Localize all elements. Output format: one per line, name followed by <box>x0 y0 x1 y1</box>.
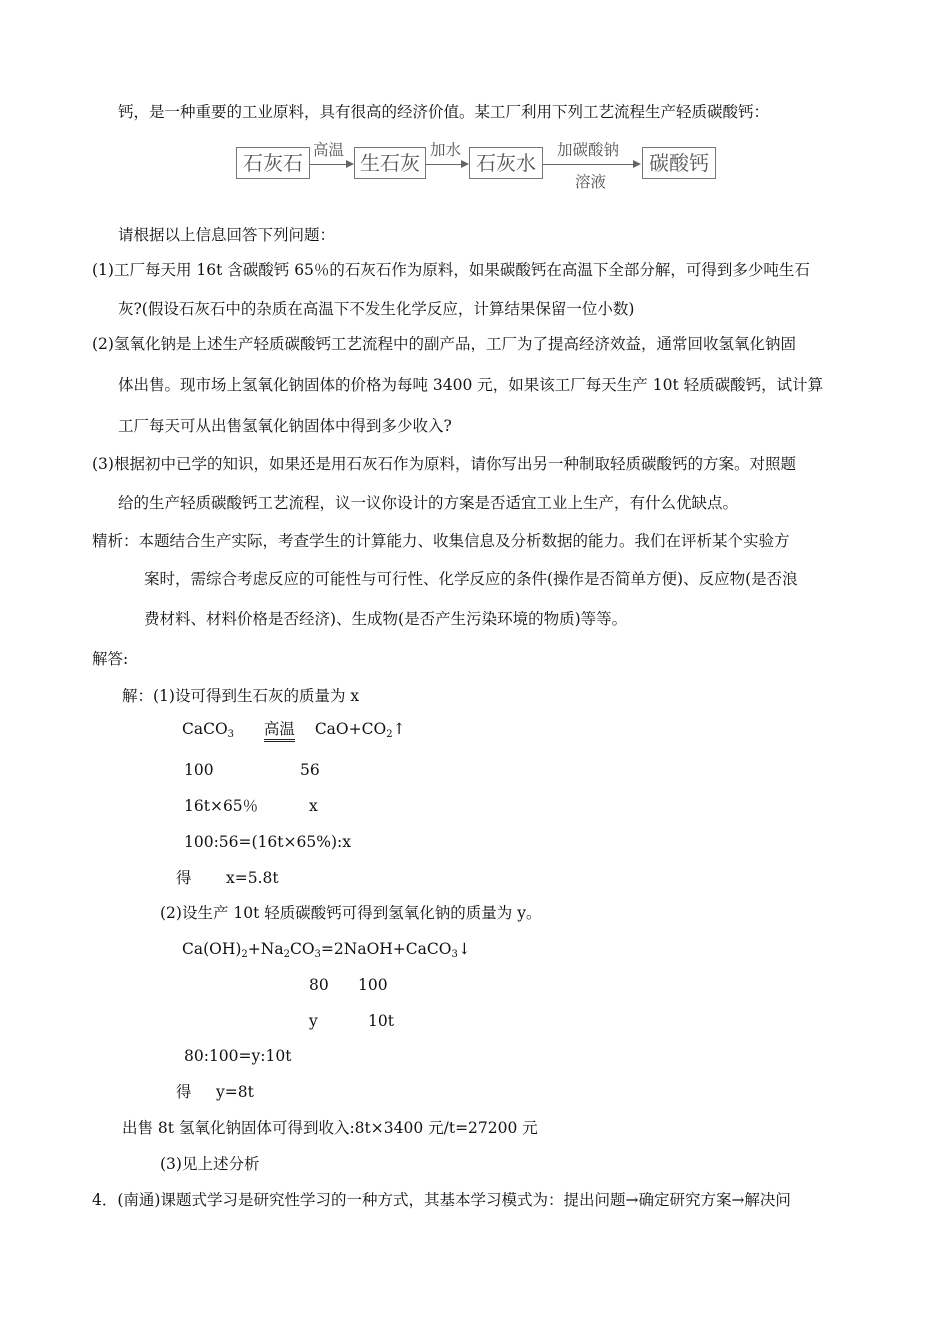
eq1-products-sub: 2 <box>386 729 393 740</box>
flow-arrow1 <box>310 164 352 165</box>
question-3-line-1: (3)根据初中已学的知识，如果还是用石灰石作为原料，请你写出另一种制取轻质碳酸钙的方案。对照题 <box>92 455 796 473</box>
question-2-line-1: (2)氢氧化钠是上述生产轻质碳酸钙工艺流程中的副产品，工厂为了提高经济效益，通常回收氢氧化钠固 <box>92 335 796 353</box>
analysis-line-1: 精析：本题结合生产实际，考查学生的计算能力、收集信息及分析数据的能力。我们在评析某个实验方 <box>92 532 790 550</box>
analysis-line-2: 案时，需综合考虑反应的可能性与可行性、化学反应的条件(操作是否简单方便)、反应物(是否浪 <box>144 570 798 588</box>
flow-arrow3 <box>543 164 639 165</box>
eq2-part-d: =2NaOH+CaCO <box>320 940 452 958</box>
eq2-part-c-sub: 3 <box>314 949 321 960</box>
solution-1-mass-2: 56 <box>300 761 320 779</box>
solution-1-value-1: 16t×65％ <box>184 797 259 815</box>
eq2-part-a: Ca(OH) <box>182 940 242 958</box>
eq2-part-d-sub: 3 <box>451 949 458 960</box>
eq2-part-b: +Na <box>247 940 284 958</box>
income-statement: 出售 8t 氢氧化钠固体可得到收入:8t×3400 元/t=27200 元 <box>122 1119 538 1137</box>
analysis-line-3: 费材料、材料价格是否经济)、生成物(是否产生污染环境的物质)等等。 <box>144 610 628 628</box>
eq1-products: CaO+CO <box>314 720 387 738</box>
solution-1-mass-1: 100 <box>184 761 214 779</box>
solution-2-mass-2: 100 <box>358 976 388 994</box>
flow-box-calcium-carbonate: 碳酸钙 <box>642 147 716 179</box>
eq2-part-b-sub: 2 <box>283 949 290 960</box>
flow-box-limestone: 石灰石 <box>236 147 310 179</box>
solution-1-result-label: 得 <box>176 869 192 887</box>
solution-1-value-2: x <box>309 797 318 815</box>
precipitate-arrow-icon: ↓ <box>457 940 471 958</box>
eq2-part-c: CO <box>289 940 315 958</box>
answer-label: 解答: <box>92 650 129 668</box>
flow-arrow3-label-top: 加碳酸钠 <box>557 141 620 159</box>
solution-1-ratio: 100:56=(16t×65%):x <box>184 833 351 851</box>
flow-arrow2-label: 加水 <box>430 141 462 159</box>
gas-arrow-icon: ↑ <box>392 720 406 738</box>
solution-2-equation <box>182 938 471 966</box>
prompt-text: 请根据以上信息回答下列问题： <box>118 226 336 244</box>
question-3-line-2: 给的生产轻质碳酸钙工艺流程，议一议你设计的方案是否适宜工业上生产，有什么优缺点。 <box>118 494 739 512</box>
eq1-reactant: CaCO <box>182 720 228 738</box>
flow-box-limewater: 石灰水 <box>469 147 543 179</box>
solution-1-result: x=5.8t <box>226 869 279 887</box>
flow-arrow2 <box>426 164 467 165</box>
solution-3: (3)见上述分析 <box>160 1155 260 1173</box>
eq2-part-a-sub: 2 <box>241 949 248 960</box>
question-1-line-2: 灰?(假设石灰石中的杂质在高温下不发生化学反应，计算结果保留一位小数) <box>118 300 635 318</box>
flow-arrow1-label: 高温 <box>313 141 345 159</box>
question-2-line-2: 体出售。现市场上氢氧化钠固体的价格为每吨 3400 元，如果该工厂每天生产 10t 轻质碳酸钙，试计算 <box>118 376 824 394</box>
solution-2-heading: (2)设生产 10t 轻质碳酸钙可得到氢氧化钠的质量为 y。 <box>160 904 542 922</box>
solution-1-equation <box>182 718 406 746</box>
solution-1-heading: 解：(1)设可得到生石灰的质量为 x <box>122 687 360 705</box>
question-4-line-1: 4．(南通)课题式学习是研究性学习的一种方式，其基本学习模式为：提出问题→确定研究方案→解决问 <box>92 1191 791 1209</box>
question-2-line-3: 工厂每天可从出售氢氧化钠固体中得到多少收入? <box>118 417 452 435</box>
solution-2-result: y=8t <box>216 1083 254 1101</box>
flow-arrow3-label-bottom: 溶液 <box>575 173 607 191</box>
eq1-condition: 高温 <box>264 720 295 742</box>
eq1-reactant-sub: 3 <box>227 729 235 740</box>
question-1-line-1: (1)工厂每天用 16t 含碳酸钙 65％的石灰石作为原料，如果碳酸钙在高温下全部分解，可得到多少吨生石 <box>92 261 810 279</box>
solution-2-value-2: 10t <box>368 1012 394 1030</box>
intro-text: 钙，是一种重要的工业原料，具有很高的经济价值。某工厂利用下列工艺流程生产轻质碳酸钙： <box>118 103 770 121</box>
solution-2-value-1: y <box>309 1012 318 1030</box>
solution-2-mass-1: 80 <box>309 976 329 994</box>
flow-box-quicklime: 生石灰 <box>354 147 426 179</box>
solution-2-ratio: 80:100=y:10t <box>184 1047 292 1065</box>
solution-2-result-label: 得 <box>176 1083 192 1101</box>
